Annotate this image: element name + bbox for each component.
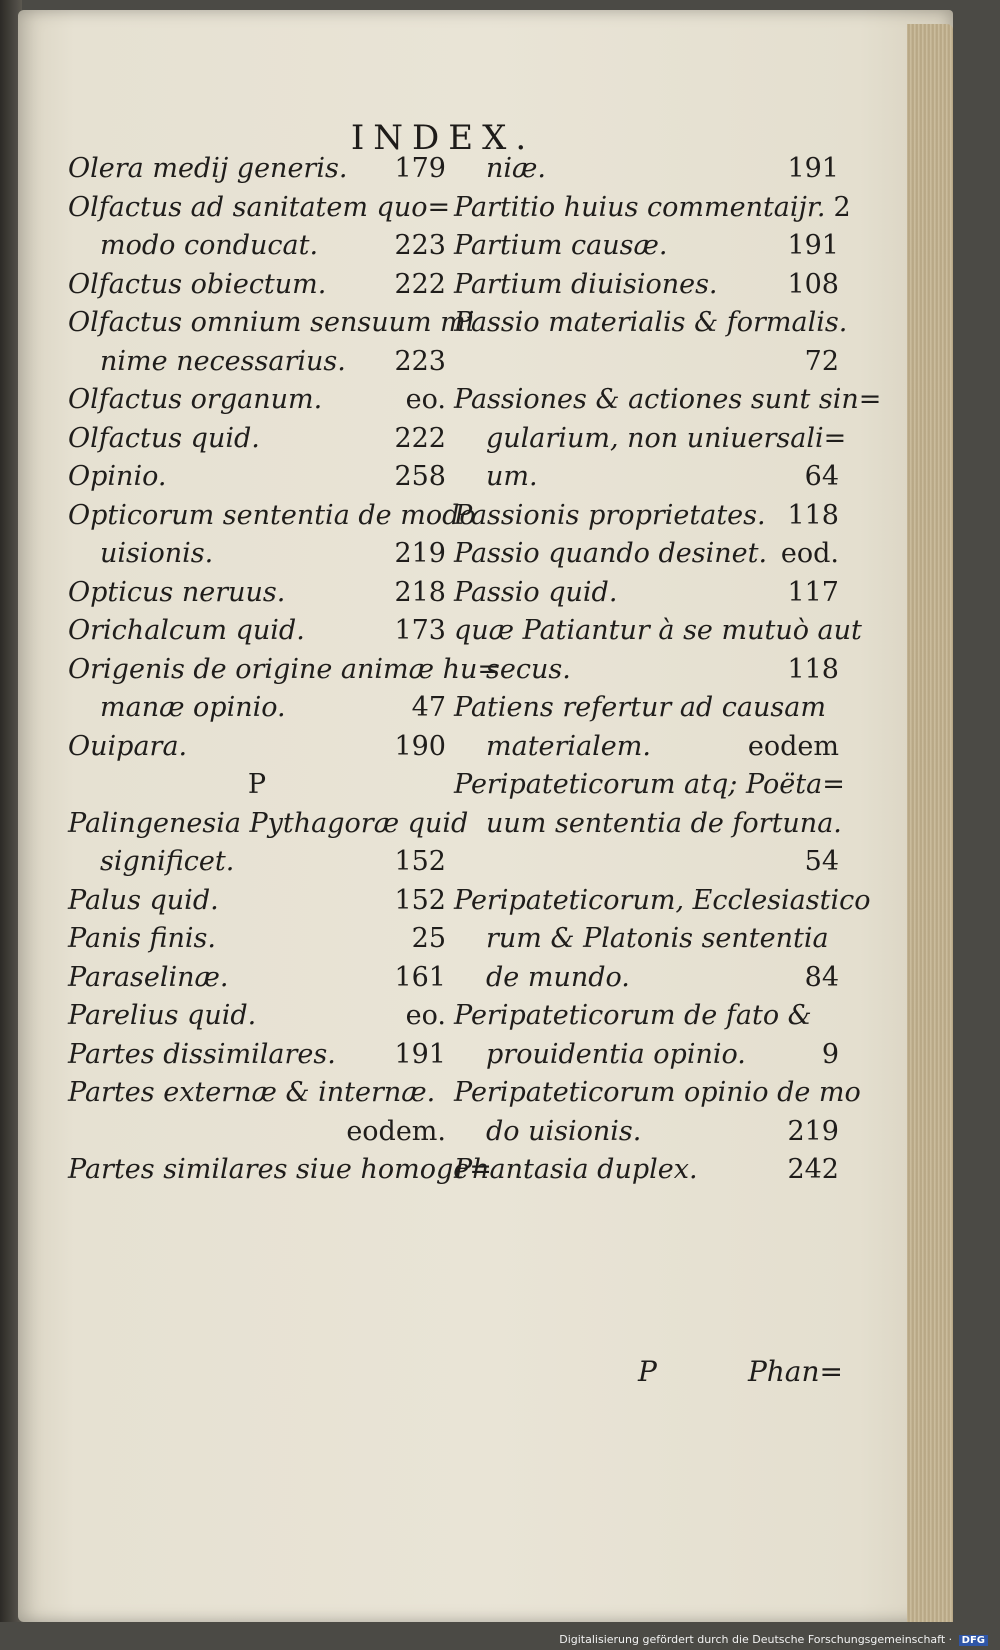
index-entry (454, 1074, 861, 1113)
index-entry-text: de mundo. (486, 961, 630, 993)
index-entry-text: Olfactus ad sanitatem quo= (68, 191, 451, 223)
index-entry-text: modo conducat. (100, 230, 319, 261)
index-entry-page: 219 (787, 1115, 839, 1147)
index-entry-page: 25 (411, 923, 446, 954)
index-entry (454, 458, 839, 497)
footer-bar (0, 1622, 1000, 1650)
index-entry-text: Partes externæ & internæ. (68, 1077, 436, 1108)
index-entry (68, 574, 446, 613)
index-entry-text: Passiones & actiones sunt sin= (454, 384, 882, 415)
page-title: INDEX. (350, 118, 536, 158)
section-letter: P (247, 769, 267, 800)
index-entry-page: 64 (804, 461, 839, 492)
index-entry-text: Peripateticorum, Ecclesiastico (454, 884, 871, 916)
index-entry-text: Peripateticorum de fato & (454, 1000, 812, 1031)
index-entry-page: 219 (394, 538, 446, 569)
index-entry-text: Partium diuisiones. (454, 268, 718, 300)
index-entry-text: Orichalcum quid. (68, 615, 305, 646)
index-entry (68, 343, 446, 382)
index-entry (454, 150, 839, 189)
index-entry-text: Peripateticorum atq; Poëta= (454, 769, 845, 800)
index-entry-page: 9 (821, 1038, 839, 1070)
index-entry-text: Olfactus organum. (68, 384, 323, 415)
index-entry-text: Olfactus omnium sensuum mi (68, 307, 475, 338)
index-entry-text: gularium, non uniuersali= (486, 422, 847, 454)
index-entry-page: 161 (394, 961, 446, 993)
index-entry-page: eo. (405, 1000, 446, 1031)
index-entry (454, 689, 839, 728)
index-entry-page: 118 (787, 653, 839, 685)
index-entry (454, 189, 851, 228)
index-entry-page: 173 (394, 615, 446, 646)
index-entry-text: Partes similares siue homoge= (68, 1154, 492, 1185)
index-entry-text: niæ. (486, 153, 546, 184)
index-entry-text: manæ opinio. (100, 692, 286, 723)
index-entry-page: 108 (787, 268, 839, 300)
index-entry-page: 191 (787, 230, 839, 261)
index-entry (454, 805, 842, 844)
book-page (18, 10, 953, 1622)
index-entry (454, 766, 845, 805)
index-entry (68, 497, 476, 536)
index-entry (68, 458, 446, 497)
index-entry-page: 222 (394, 422, 446, 454)
index-entry (454, 997, 839, 1036)
index-entry-text: Passionis proprietates. (454, 499, 766, 531)
index-entry (454, 1036, 839, 1075)
index-entry-page: 223 (394, 345, 446, 377)
index-entry-page: eod. (780, 538, 839, 569)
index-entry-page: 179 (394, 153, 446, 184)
dfg-logo: DFG (959, 1635, 988, 1646)
index-entry (454, 304, 848, 343)
index-column-right (454, 150, 882, 1190)
footer-credit-text: Digitalisierung gefördert durch die Deutsche Forschungsgemeinschaft · (559, 1633, 953, 1646)
index-entry-page: 117 (787, 576, 839, 608)
index-entry-text: Passio materialis & formalis. (454, 307, 848, 338)
index-entry-page: 223 (394, 230, 446, 261)
index-entry (68, 1151, 492, 1190)
index-entry (454, 227, 839, 266)
index-entry-text: secus. (486, 653, 571, 685)
index-entry-text: Opticorum sententia de modo (68, 499, 476, 531)
index-entry-text: Partium causæ. (454, 230, 668, 261)
index-entry (454, 266, 839, 305)
index-entry-text: Olera medij generis. (68, 153, 348, 184)
index-entry-text: Opticus neruus. (68, 576, 286, 608)
index-entry (454, 843, 839, 882)
index-column-left (68, 150, 500, 1190)
index-entry-text: Phantasia duplex. (454, 1154, 698, 1185)
index-entry (68, 651, 500, 690)
index-entry (68, 189, 451, 228)
index-entry (454, 959, 839, 998)
index-entry-page: 152 (394, 846, 446, 877)
catchword: Phan= (747, 1355, 843, 1388)
index-entry (68, 1113, 446, 1152)
page-edge (907, 24, 953, 1630)
signature-mark: P (638, 1355, 657, 1388)
index-entry (454, 1151, 839, 1190)
index-entry (68, 150, 446, 189)
index-entry-page: 47 (411, 692, 446, 723)
index-entry (68, 227, 446, 266)
index-entry-page: 72 (804, 345, 839, 377)
index-entry (68, 304, 475, 343)
index-entry (68, 997, 446, 1036)
index-entry (454, 920, 839, 959)
index-entry (68, 805, 469, 844)
index-entry-page: 152 (394, 884, 446, 916)
index-entry (68, 689, 446, 728)
index-entry-page: eo. (405, 384, 446, 415)
index-entry (454, 497, 839, 536)
index-entry-text: rum & Platonis sententia (486, 923, 829, 954)
index-entry-page: eodem. (346, 1115, 446, 1147)
index-entry (68, 882, 446, 921)
index-entry (68, 381, 446, 420)
index-entry (68, 959, 446, 998)
index-entry-text: significet. (100, 846, 235, 877)
index-entry-page: 190 (394, 730, 446, 762)
index-entry (454, 535, 839, 574)
index-entry-page: 242 (787, 1154, 839, 1185)
index-entry-text: Opinio. (68, 461, 167, 492)
index-entry-text: Passio quid. (454, 576, 618, 608)
index-entry-text: uum sententia de fortuna. (486, 807, 842, 839)
index-entry (68, 266, 446, 305)
index-entry-text: Patiens refertur ad causam (454, 692, 826, 723)
index-entry (454, 1113, 839, 1152)
index-entry-text: Passio quando desinet. (454, 538, 768, 569)
footer-credit (559, 1633, 988, 1646)
index-entry-text: uisionis. (100, 538, 214, 569)
index-entry-text: um. (486, 461, 538, 492)
index-entry-text: Palus quid. (68, 884, 219, 916)
index-entry-text: materialem. (486, 730, 651, 762)
index-entry-text: Origenis de origine animæ hu= (68, 653, 500, 685)
index-entry-text: Peripateticorum opinio de mo (454, 1077, 861, 1108)
index-entry-page: 191 (394, 1038, 446, 1070)
index-entry (68, 843, 446, 882)
index-entry-page: 258 (394, 461, 446, 492)
index-entry-page: 118 (787, 499, 839, 531)
index-entry (68, 1074, 446, 1113)
index-entry-text: Partes dissimilares. (68, 1038, 336, 1070)
index-entry-text: do uisionis. (486, 1115, 642, 1147)
index-entry-text: Olfactus obiectum. (68, 268, 327, 300)
index-entry (454, 882, 871, 921)
index-entry (68, 728, 446, 767)
index-entry-text: Palingenesia Pythagoræ quid (68, 807, 469, 839)
index-entry (454, 381, 882, 420)
index-entry (68, 920, 446, 959)
index-entry (68, 1036, 446, 1075)
index-entry-text: Olfactus quid. (68, 422, 260, 454)
catchword-line (638, 1355, 843, 1388)
index-entry (454, 343, 839, 382)
index-entry (454, 651, 839, 690)
index-entry-text: prouidentia opinio. (486, 1038, 746, 1070)
index-entry (454, 728, 839, 767)
index-entry (68, 535, 446, 574)
index-entry-page: 84 (804, 961, 839, 993)
index-entry-text: Partitio huius commentaijr. (454, 191, 826, 223)
index-entry-page: 54 (804, 846, 839, 877)
index-entry (454, 574, 839, 613)
index-entry-text: nime necessarius. (100, 345, 346, 377)
index-entry (454, 420, 847, 459)
index-entry-text: Paraselinæ. (68, 961, 229, 993)
index-entry-text: Parelius quid. (68, 1000, 257, 1031)
index-entry-page: 218 (394, 576, 446, 608)
index-entry-page: 2 (833, 191, 851, 223)
index-entry-text: Ouipara. (68, 730, 188, 762)
index-entry (68, 420, 446, 459)
index-entry (68, 612, 446, 651)
index-entry-page: 191 (787, 153, 839, 184)
index-entry-page: 222 (394, 268, 446, 300)
index-entry (454, 612, 862, 651)
index-entry-page: eodem (747, 730, 839, 762)
index-entry-text: Panis finis. (68, 923, 216, 954)
index-entry-text: quæ Patiantur à se mutuò aut (454, 615, 862, 646)
